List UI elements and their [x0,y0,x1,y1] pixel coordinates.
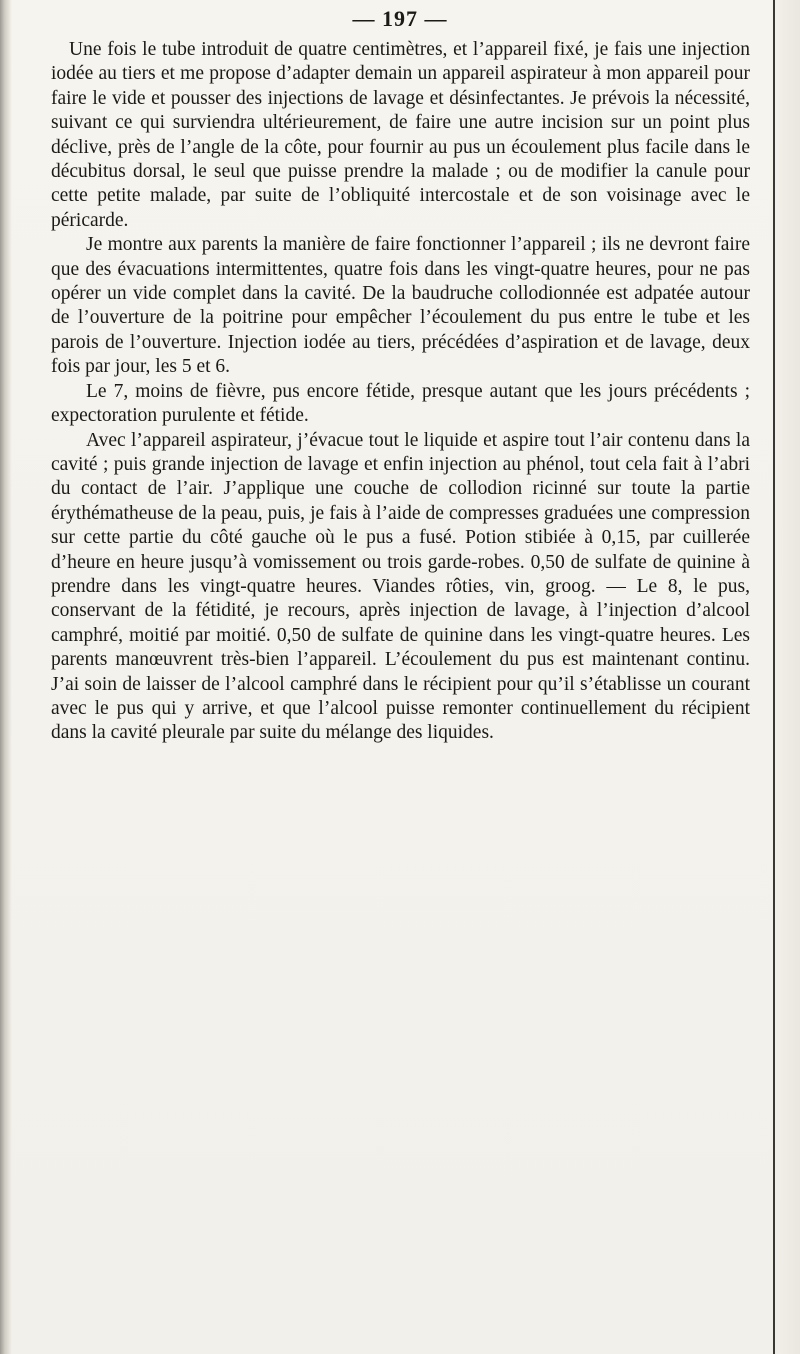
page-number: — 197 — [352,6,448,31]
paragraph-4: Avec l’appareil aspirateur, j’évacue tout le liquide et aspire tout l’air contenu dans la cavité ; puis grande injection de lavage et enfin injection au phénol, tout cela fait à l’abri du contact de l’air. J’applique une couche de collodion ricinné sur toute la partie érythématheuse de la peau, puis, je fais à l’aide de compresses graduées une compression sur cette partie du côté gauche où le pus a fusé. Potion stibiée à 0,15, par cuillerée d’heure en heure jusqu’à vomissement ou trois garde-robes. 0,50 de sulfate de quinine à prendre dans les vingt-quatre heures. Viandes rôties, vin, groog. — Le 8, le pus, conservant de la fétidité, je recours, après injection de lavage, à l’injection d’alcool camphré, moitié par moitié. 0,50 de sulfate de quinine dans les vingt-quatre heures. Les parents manœuvrent très-bien l’appareil. L’écoulement du pus est maintenant continu. J’ai soin de laisser de l’alcool camphré dans le récipient pour qu’il s’établisse un courant avec le pus qui y arrive, et que l’alcool puisse remonter continuellement du récipient dans la cavité pleurale par suite du mélange des liquides. [51,429,750,744]
paragraph-3: Le 7, moins de fièvre, pus encore fétide, presque autant que les jours précédents ; expectoration purulente et fétide. [51,380,750,427]
left-scan-edge [0,0,12,1354]
paragraph-1: Une fois le tube introduit de quatre centimètres, et l’appareil fixé, je fais une injection iodée au tiers et me propose d’adapter demain un appareil aspirateur à mon appareil pour faire le vide et pousser des injections de lavage et désinfectantes. Je prévois la nécessité, suivant ce qui surviendra ultérieurement, de faire une autre incision sur un point plus déclive, près de l’angle de la côte, pour fournir au pus un écoulement plus facile dans le décubitus dorsal, le seul que puisse prendre la malade ; ou de modifier la canule pour cette petite malade, par suite de l’obliquité intercostale et de son voisinage avec le péricarde. [51,39,750,231]
right-margin-rule [773,0,775,1354]
paragraph-2: Je montre aux parents la manière de faire fonctionner l’appareil ; ils ne devront faire que des évacuations intermittentes, quatre fois dans les vingt-quatre heures, pour ne pas opérer un vide complet dans la cavité. De la baudruche collodionnée est adpatée autour de l’ouverture de la poitrine pour empêcher l’écoulement du pus entre le tube et les parois de l’ouverture. Injection iodée au tiers, précédées d’aspiration et de lavage, deux fois par jour, les 5 et 6. [51,234,750,378]
body-text [51,38,750,746]
